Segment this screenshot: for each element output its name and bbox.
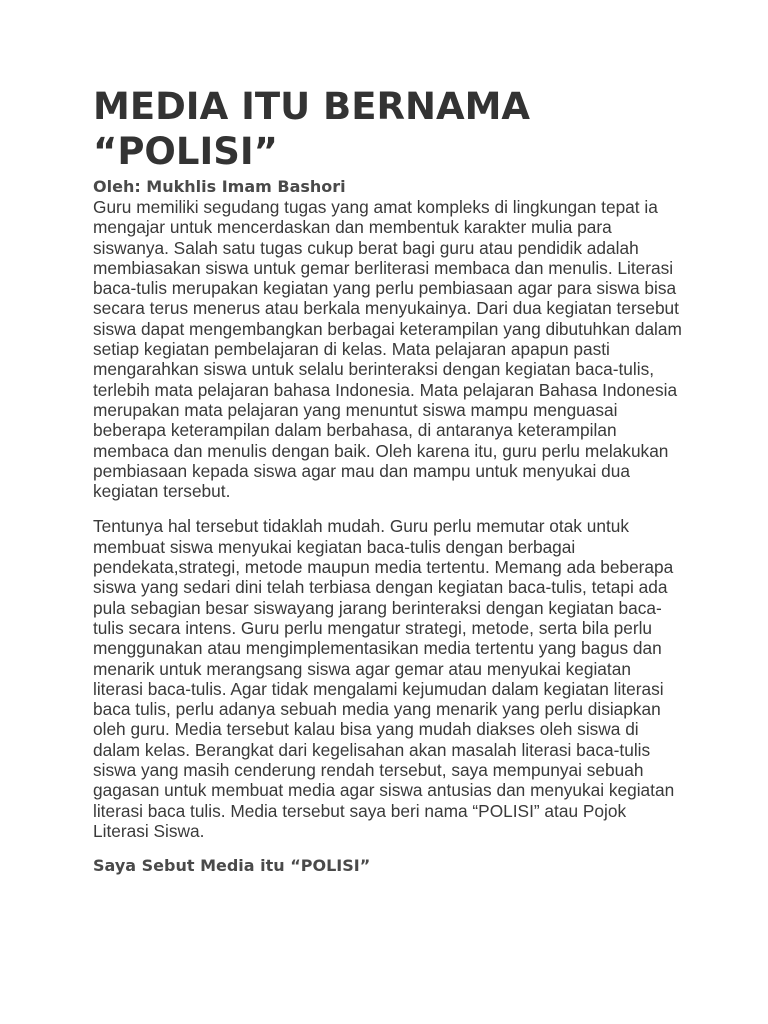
- author-byline: Oleh: Mukhlis Imam Bashori: [93, 177, 346, 196]
- section-heading: Saya Sebut Media itu “POLISI”: [93, 856, 371, 876]
- body-paragraph-2: Tentunya hal tersebut tidaklah mudah. Guru perlu memutar otak untuk membuat siswa menyukai kegiatan baca-tulis dengan berbagai pendekata,strategi, metode maupun media tertentu. Memang ada beberapa siswa yang sedari dini telah terbiasa dengan kegiatan baca-tulis, tetapi ada pula sebagian besar siswayang jarang berinteraksi dengan kegiatan baca-tulis secara intens. Guru perlu mengatur strategi, metode, serta bila perlu menggunakan atau mengimplementasikan media tertentu yang bagus dan menarik untuk merangsang siswa agar gemar atau menyukai kegiatan literasi baca-tulis. Agar tidak mengalami kejumudan dalam kegiatan literasi baca tulis, perlu adanya sebuah media yang menarik yang perlu disiapkan oleh guru. Media tersebut kalau bisa yang mudah diakses oleh siswa di dalam kelas. Berangkat dari kegelisahan akan masalah literasi baca-tulis siswa yang masih cenderung rendah tersebut, saya mempunyai sebuah gagasan untuk membuat media agar siswa antusias dan menyukai kegiatan literasi baca tulis. Media tersebut saya beri nama “POLISI” atau Pojok Literasi Siswa.: [93, 516, 675, 841]
- document-page: [93, 84, 683, 876]
- body-paragraph-1: Guru memiliki segudang tugas yang amat kompleks di lingkungan tepat ia mengajar untuk mencerdaskan dan membentuk karakter mulia para siswanya. Salah satu tugas cukup berat bagi guru atau pendidik adalah membiasakan siswa untuk gemar berliterasi membaca dan menulis. Literasi baca-tulis merupakan kegiatan yang perlu pembiasaan agar para siswa bisa secara terus menerus atau berkala menyukainya. Dari dua kegiatan tersebut siswa dapat mengembangkan berbagai keterampilan yang dibutuhkan dalam setiap kegiatan pembelajaran di kelas. Mata pelajaran apapun pasti mengarahkan siswa untuk selalu berinteraksi dengan kegiatan baca-tulis, terlebih mata pelajaran bahasa Indonesia. Mata pelajaran Bahasa Indonesia merupakan mata pelajaran yang menuntut siswa mampu menguasai beberapa keterampilan dalam berbahasa, di antaranya keterampilan membaca dan menulis dengan baik. Oleh karena itu, guru perlu melakukan pembiasaan kepada siswa agar mau dan mampu untuk menyukai dua kegiatan tersebut.: [93, 197, 682, 502]
- document-title: MEDIA ITU BERNAMA “POLISI”: [93, 85, 531, 173]
